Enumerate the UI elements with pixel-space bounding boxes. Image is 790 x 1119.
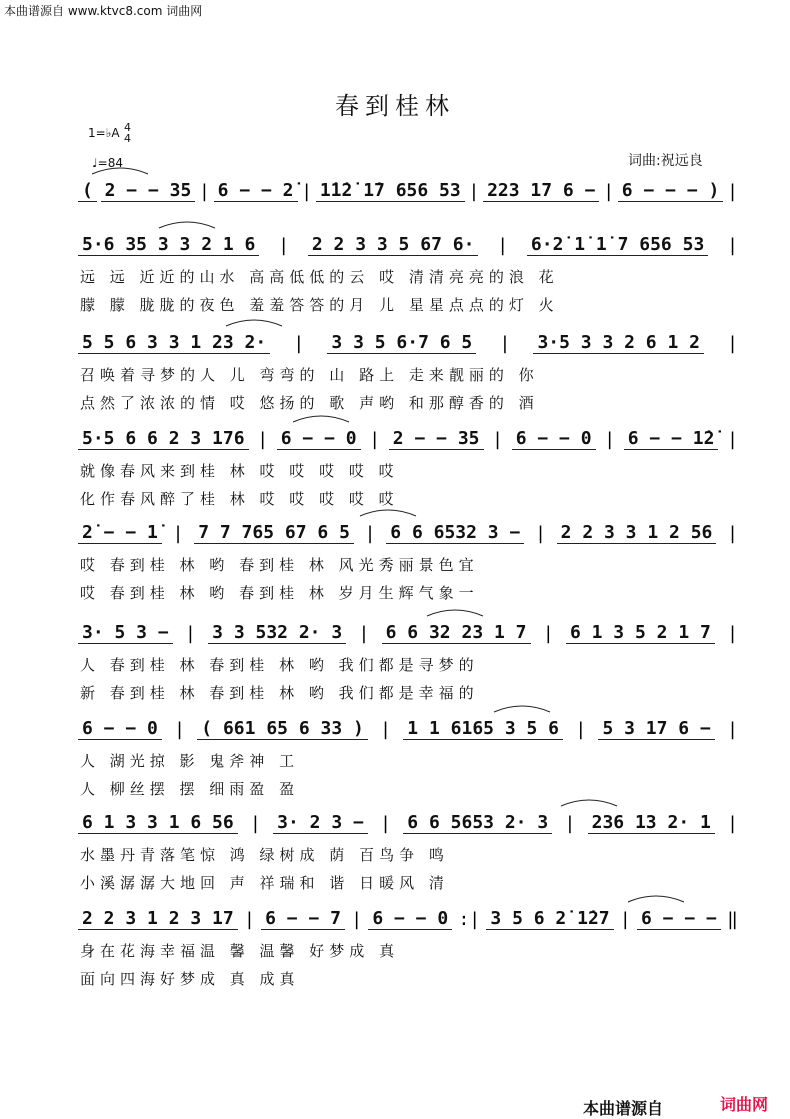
lyric-line: 小溪潺潺大地回 声 祥瑞和 谐 日暖风 清 xyxy=(80,874,449,892)
site-header: 本曲谱源自 www.ktvc8.com 词曲网 xyxy=(4,4,203,18)
time-signature xyxy=(124,122,131,144)
bar-line: | xyxy=(604,428,616,450)
note-group: 6 1 3 5 2 1 7 xyxy=(566,622,715,644)
slur-curve xyxy=(92,168,148,174)
note-group: 6 1 3 3 1 6 56 xyxy=(78,812,238,834)
note-group: 6 6 5653 2· 3 xyxy=(403,812,552,834)
slur-curve xyxy=(494,706,550,712)
note-group: 3· 5 3 − xyxy=(78,622,173,644)
note-group: 7 7 765 67 6 5 xyxy=(194,522,354,544)
score-line xyxy=(78,230,738,260)
bar-line: | xyxy=(278,234,290,256)
note-group: 2 2 3 3 5 67 6· xyxy=(308,234,479,256)
slur-curve xyxy=(159,222,215,228)
note-group: ( 661 65 6 33 ) xyxy=(197,718,368,740)
lyric-line: 点然了浓浓的情 哎 悠扬的 歌 声哟 和那醇香的 酒 xyxy=(80,394,539,412)
bar-line: | xyxy=(492,428,504,450)
bar-line: | xyxy=(727,428,738,450)
bar-line: | xyxy=(293,332,305,354)
score-line xyxy=(78,176,738,206)
lyric-line: 人 春到桂 林 春到桂 林 哟 我们都是寻梦的 xyxy=(80,656,479,674)
bar-line: | xyxy=(727,718,738,740)
note-group: 6 − − 1̇2̇ xyxy=(624,428,719,450)
note-group: 6 − − 7 xyxy=(261,908,345,930)
lyric-line: 人 柳丝摆 摆 细雨盈 盈 xyxy=(80,780,300,798)
bar-line: | xyxy=(564,812,576,834)
bar-line: | xyxy=(199,180,210,202)
score-line xyxy=(78,618,738,648)
bar-line: ‖ xyxy=(727,908,738,930)
bar-line: | xyxy=(172,522,184,544)
bar-line: | xyxy=(380,718,391,740)
note-group: 5·5 6 6 2 3 176 xyxy=(78,428,249,450)
note-group: 6 6 6532 3 − xyxy=(386,522,524,544)
lyric-line: 身在花海幸福温 馨 温馨 好梦成 真 xyxy=(80,942,400,960)
credit: 词曲:祝远良 xyxy=(628,153,703,169)
note-group: 236 13 2· 1 xyxy=(588,812,715,834)
lyric-line: 化作春风醉了桂 林 哎 哎 哎 哎 哎 xyxy=(80,490,399,508)
slur xyxy=(224,316,284,328)
note-group: 2 2 3 1 2 3 17 xyxy=(78,908,238,930)
bar-line: | xyxy=(380,812,391,834)
note-group: 3 3 5 6·7 6 5 xyxy=(327,332,476,354)
slur xyxy=(291,412,351,424)
song-title: 春到桂林 xyxy=(335,92,455,120)
bar-line: | xyxy=(301,180,313,202)
note-group: 3 5 6 2̇ 1̇27 xyxy=(486,908,613,930)
note-group: 1̇1̇2̇ 1̇7 656 53 xyxy=(316,180,465,202)
note-group: 6 6 32 23 1 7 xyxy=(382,622,531,644)
score-line xyxy=(78,328,738,358)
bar-line: | xyxy=(575,718,587,740)
lyric-line: 远 远 近近的山水 高高低低的云 哎 清清亮亮的浪 花 xyxy=(80,268,559,286)
note-group: 223 17 6 − xyxy=(483,180,599,202)
footer-source: 本曲谱源自 xyxy=(583,1099,664,1118)
bar-line: | xyxy=(727,522,738,544)
lyric-line: 哎 春到桂 林 哟 春到桂 林 岁月生辉气象一 xyxy=(80,584,479,602)
bar-line: | xyxy=(250,812,261,834)
bar-line: | xyxy=(727,812,738,834)
slur-curve xyxy=(360,510,416,516)
note-group: 2̇ − − 1̇ xyxy=(78,522,162,544)
bar-line: | xyxy=(727,332,738,354)
slur-curve xyxy=(628,896,684,902)
slur xyxy=(90,164,150,176)
note-group: 6 − − 2̇ xyxy=(214,180,298,202)
bar-line: :| xyxy=(458,908,481,930)
time-top: 4 xyxy=(124,121,131,134)
score-line xyxy=(78,904,738,934)
bar-line: | xyxy=(358,622,370,644)
slur xyxy=(358,506,418,518)
slur-curve xyxy=(427,610,483,616)
bar-line: | xyxy=(257,428,269,450)
slur xyxy=(157,218,217,230)
lyric-line: 新 春到桂 林 春到桂 林 哟 我们都是幸福的 xyxy=(80,684,479,702)
lyric-line: 人 湖光掠 影 鬼斧神 工 xyxy=(80,752,300,770)
note-group: 3 3 532 2· 3 xyxy=(208,622,346,644)
note-group: 3·5 3 3 2 6 1 2 xyxy=(533,332,704,354)
bar-line: | xyxy=(727,180,738,202)
lyric-line: 面向四海好梦成 真 成真 xyxy=(80,970,300,988)
note-group: 6 − − 0 xyxy=(368,908,452,930)
note-group: 2 − − 35 xyxy=(389,428,484,450)
bar-line: | xyxy=(727,622,738,644)
lyric-line: 朦 朦 胧胧的夜色 羞羞答答的月 儿 星星点点的灯 火 xyxy=(80,296,559,314)
note-group: 6 − − − xyxy=(637,908,721,930)
slur xyxy=(559,796,619,808)
bar-line: | xyxy=(542,622,554,644)
note-group: 2 2 3 3 1 2 56 xyxy=(557,522,717,544)
bar-line: | xyxy=(468,180,480,202)
note-group: 6 − − 0 xyxy=(512,428,596,450)
lyric-line: 水墨丹青落笔惊 鸿 绿树成 荫 百鸟争 鸣 xyxy=(80,846,449,864)
bar-line: | xyxy=(727,234,738,256)
bar-line: | xyxy=(369,428,381,450)
note-group: 5·6 35 3 3 2 1 6 xyxy=(78,234,259,256)
score-line xyxy=(78,518,738,548)
slur xyxy=(425,606,485,618)
key-signature: 1=♭A xyxy=(88,126,120,140)
note-group: 6·2̇ 1̇ 1̇ 7 656 53 xyxy=(527,234,708,256)
time-bottom: 4 xyxy=(124,132,131,145)
note-group: 6 − − 0 xyxy=(277,428,361,450)
bar-line: | xyxy=(364,522,376,544)
tempo-mark: ♩=84 xyxy=(92,156,123,170)
slur-curve xyxy=(226,320,282,326)
note-group: 2 − − 35 xyxy=(101,180,196,202)
note-group: 6 − − − ) xyxy=(618,180,724,202)
bar-line: | xyxy=(497,234,509,256)
slur-curve xyxy=(561,800,617,806)
bar-line: | xyxy=(619,908,631,930)
lyric-line: 哎 春到桂 林 哟 春到桂 林 风光秀丽景色宜 xyxy=(80,556,479,574)
score-line xyxy=(78,424,738,454)
note-group: 6 − − 0 xyxy=(78,718,162,740)
bar-line: | xyxy=(174,718,185,740)
slur xyxy=(626,892,686,904)
bar-line: | xyxy=(603,180,615,202)
note-group: 5 5 6 3 3 1 23 2· xyxy=(78,332,270,354)
score-line xyxy=(78,714,738,744)
bar-line: | xyxy=(535,522,546,544)
bar-line: | xyxy=(499,332,511,354)
bar-line: | xyxy=(351,908,363,930)
slur-curve xyxy=(293,416,349,422)
bar-line: | xyxy=(243,908,255,930)
bar-line: | xyxy=(185,622,196,644)
lyric-line: 召唤着寻梦的人 儿 弯弯的 山 路上 走来靓丽的 你 xyxy=(80,366,539,384)
lyric-line: 就像春风来到桂 林 哎 哎 哎 哎 哎 xyxy=(80,462,399,480)
note-group: 1 1 6165 3 5 6 xyxy=(403,718,563,740)
note-group: 5 3 17 6 − xyxy=(598,718,714,740)
note-group: 3· 2 3 − xyxy=(273,812,368,834)
footer-brand: 词曲网 xyxy=(720,1095,769,1114)
score-line xyxy=(78,808,738,838)
slur xyxy=(492,702,552,714)
note-group: ( xyxy=(78,180,97,202)
